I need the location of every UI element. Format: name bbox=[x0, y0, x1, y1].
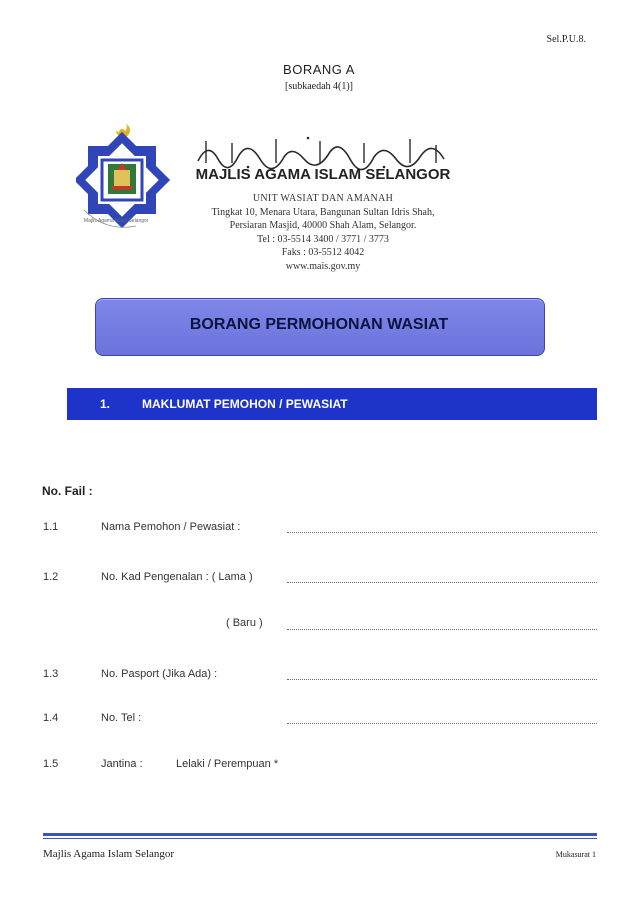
field-number: 1.3 bbox=[43, 668, 59, 680]
address-line-2: Persiaran Masjid, 40000 Shah Alam, Selangor. bbox=[229, 220, 417, 231]
form-title: BORANG PERMOHONAN WASIAT bbox=[189, 316, 449, 333]
subkaedah-note: [subkaedah 4(1)] bbox=[284, 81, 354, 92]
phone-field[interactable] bbox=[287, 711, 597, 724]
telephone: Tel : 03-5514 3400 / 3771 / 3773 bbox=[257, 233, 389, 245]
applicant-name-label: Nama Pemohon / Pewasiat : bbox=[101, 521, 241, 533]
page-number: Mukasurat 1 bbox=[555, 850, 596, 859]
field-number: 1.5 bbox=[43, 758, 59, 770]
website: www.mais.gov.my bbox=[285, 260, 361, 272]
passport-label: No. Pasport (Jika Ada) : bbox=[101, 668, 218, 680]
gender-options[interactable]: Lelaki / Perempuan * bbox=[176, 758, 279, 770]
form-code-title: BORANG A bbox=[283, 62, 355, 77]
field-number: 1.1 bbox=[43, 521, 59, 533]
passport-field[interactable] bbox=[287, 667, 597, 680]
ic-old-field[interactable] bbox=[287, 570, 597, 583]
organisation-name: MAJLIS AGAMA ISLAM SELANGOR bbox=[195, 166, 451, 183]
address-line-1: Tingkat 10, Menara Utara, Bangunan Sultan Idris Shah, bbox=[211, 206, 435, 218]
applicant-name-field[interactable] bbox=[287, 520, 597, 533]
ic-old-label: No. Kad Pengenalan : ( Lama ) bbox=[101, 571, 253, 583]
field-number: 1.4 bbox=[43, 712, 59, 724]
gender-label: Jantina : bbox=[101, 758, 143, 770]
ic-new-label: ( Baru ) bbox=[226, 617, 263, 629]
ic-new-field[interactable] bbox=[287, 617, 597, 630]
phone-label: No. Tel : bbox=[101, 712, 142, 724]
form-reference: Sel.P.U.8. bbox=[546, 34, 586, 45]
section-title: MAKLUMAT PEMOHON / PEWASIAT bbox=[142, 397, 348, 411]
unit-name: UNIT WASIAT DAN AMANAH bbox=[252, 193, 394, 204]
footer-divider-thin bbox=[43, 838, 597, 839]
svg-text:Majlis Agama Islam Selangor: Majlis Agama Islam Selangor bbox=[84, 218, 149, 224]
field-number: 1.2 bbox=[43, 571, 59, 583]
footer-divider bbox=[43, 833, 597, 836]
footer-organisation: Majlis Agama Islam Selangor bbox=[43, 848, 175, 860]
fax: Faks : 03-5512 4042 bbox=[281, 247, 365, 258]
section-number: 1. bbox=[100, 397, 111, 411]
mais-logo bbox=[76, 118, 182, 238]
file-number-label: No. Fail : bbox=[42, 484, 93, 498]
address-block bbox=[178, 192, 468, 273]
